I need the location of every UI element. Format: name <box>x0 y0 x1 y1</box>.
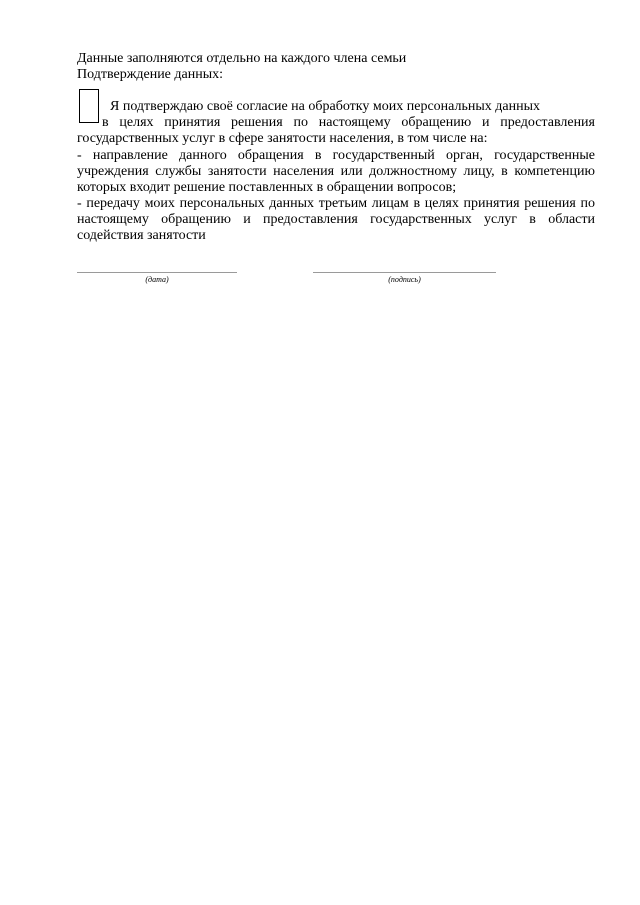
consent-line-8: настоящему обращению и предоставления государственных услуг в области <box>77 212 595 227</box>
family-member-note: Данные заполняются отдельно на каждого члена семьи <box>77 51 407 66</box>
consent-line-2: в целях принятия решения по настоящему обращению и предоставления <box>102 115 595 130</box>
date-field-line[interactable] <box>77 272 237 273</box>
consent-line-9: содействия занятости <box>77 228 206 243</box>
consent-line-7: - передачу моих персональных данных третьим лицам в целях принятия решения по <box>77 196 595 211</box>
consent-line-3: государственных услуг в сфере занятости населения, в том числе на: <box>77 131 488 146</box>
signature-field-line[interactable] <box>313 272 496 273</box>
consent-line-1: Я подтверждаю своё согласие на обработку моих персональных данных <box>110 99 540 114</box>
signature-caption: (подпись) <box>388 275 421 284</box>
confirmation-title: Подтверждение данных: <box>77 67 224 82</box>
consent-checkbox[interactable] <box>79 89 99 123</box>
consent-line-5: учреждения службы занятости населения или должностному лицу, в компетенцию <box>77 164 595 179</box>
date-caption: (дата) <box>145 275 169 284</box>
consent-line-4: - направление данного обращения в государственный орган, государственные <box>77 148 595 163</box>
consent-line-6: которых входит решение поставленных в обращении вопросов; <box>77 180 457 195</box>
